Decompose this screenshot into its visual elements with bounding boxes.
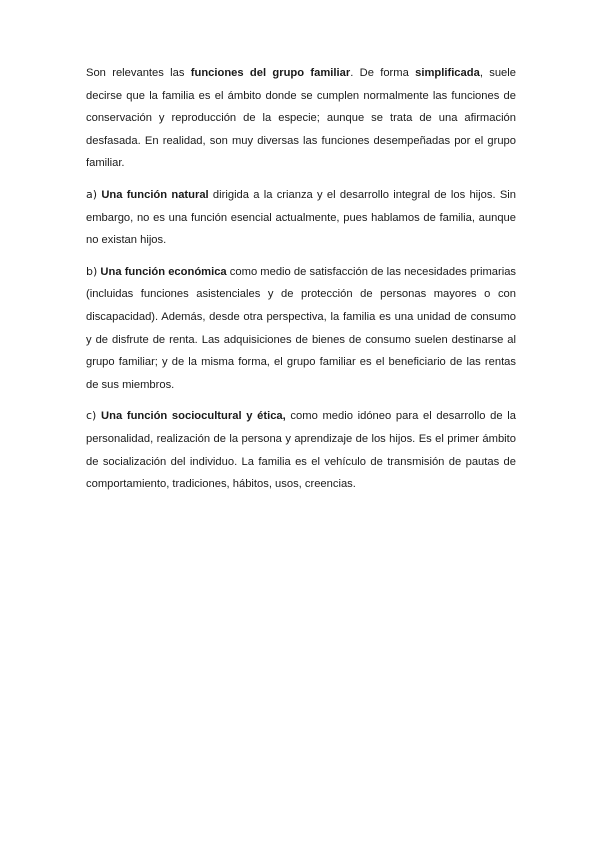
- item-title: Una función natural: [101, 188, 209, 201]
- intro-text-2: . De forma: [350, 67, 416, 79]
- intro-text-1: Son relevantes las: [86, 67, 191, 79]
- intro-bold-1: funciones del grupo familiar: [190, 67, 351, 79]
- document-page: [86, 62, 516, 505]
- intro-paragraph: [86, 62, 516, 175]
- intro-bold-2: simplificada: [415, 67, 480, 79]
- item-marker: b): [86, 264, 98, 278]
- item-title: Una función sociocultural y ética,: [101, 410, 286, 423]
- item-marker: a): [86, 187, 98, 201]
- item-text: como medio de satisfacción de las necesidades primarias (incluidas funciones asistenciales y de protección de personas mayores o con discapacidad). Además, desde otra perspectiva, la familia es una unidad de consumo y de disfrute de renta. Las adquisiciones de bienes de consumo suelen destinarse al grupo familiar; y de la misma forma, el grupo familiar es el beneficiario de las rentas de sus miembros.: [86, 265, 517, 391]
- item-text: dirigida a la crianza y el desarrollo integral de los hijos. Sin embargo, no es una función esencial actualmente, pues hablamos de familia, aunque no existan hijos.: [86, 188, 517, 247]
- item-text: como medio idóneo para el desarrollo de la personalidad, realización de la persona y aprendizaje de los hijos. Es el primer ámbito de socialización del individuo. La familia es el vehículo de transmisión de pautas de comportamiento, tradiciones, hábitos, usos, creencias.: [86, 410, 517, 491]
- item-title: Una función económica: [100, 265, 227, 278]
- intro-text-3: , suele decirse que la familia es el ámbito donde se cumplen normalmente las funciones de conservación y reproducción de la especie; aunque se trata de una afirmación desfasada. En realidad, son muy diversas las funciones desempeñadas por el grupo familiar.: [86, 67, 516, 170]
- item-marker: c): [86, 409, 97, 423]
- function-item-sociocultural: [86, 405, 516, 495]
- function-item-natural: [86, 184, 516, 252]
- function-item-economic: [86, 261, 516, 397]
